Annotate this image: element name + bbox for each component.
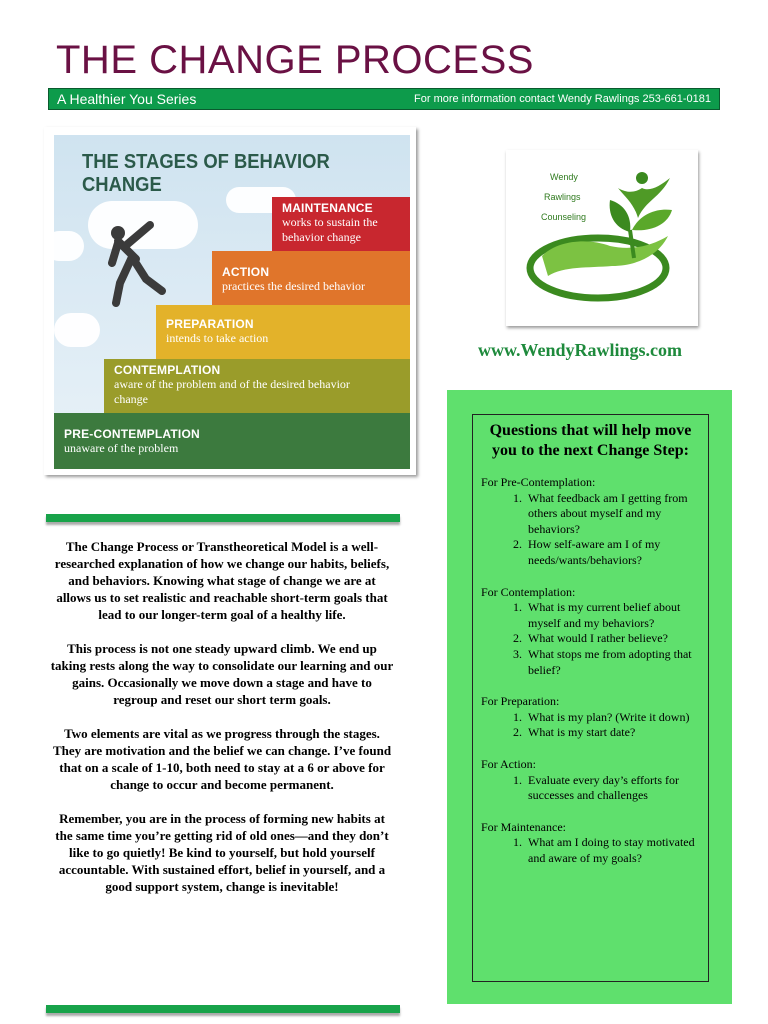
series-name: A Healthier You Series [57, 91, 197, 107]
question-item: 1. What feedback am I getting from others about myself and my behaviors? [525, 491, 700, 538]
stage-description: intends to take action [166, 331, 269, 345]
stage-contemplation [104, 359, 410, 413]
website-link[interactable]: www.WendyRawlings.com [478, 340, 683, 360]
question-item: 2. What is my start date? [525, 725, 700, 741]
question-group [481, 757, 700, 804]
question-item: 1. What is my current belief about myself and my behaviors? [525, 600, 700, 631]
stage-action [212, 251, 410, 305]
question-item: 2. How self-aware am I of my needs/wants/behaviors? [525, 537, 700, 568]
question-item: 3. What stops me from adopting that belief? [525, 647, 700, 678]
stage-description: unaware of the problem [64, 441, 179, 455]
question-item: 1. What am I doing to stay motivated and aware of my goals? [525, 835, 700, 866]
question-item: 1. What is my plan? (Write it down) [525, 710, 700, 726]
question-group-heading: For Pre-Contemplation: [481, 475, 596, 489]
logo [506, 150, 698, 326]
cloud-shape [54, 231, 84, 261]
question-group [481, 694, 700, 741]
stage-description: practices the desired behavior [222, 279, 365, 293]
body-paragraph: Remember, you are in the process of forming new habits at the same time you’re getting rid of old ones—and they don’t like to go quietly! Be kind to yourself, but hold yourself accountable. With sustained effort, belief in yourself, and a good support system, change is inevitable! [55, 811, 389, 894]
question-group-heading: For Action: [481, 756, 537, 771]
page-title: THE CHANGE PROCESS [56, 38, 534, 82]
question-group [481, 585, 700, 679]
question-group [481, 820, 700, 867]
body-paragraph: The Change Process or Transtheoretical Model is a well-researched explanation of how we change our habits, beliefs, and behaviors. Knowing what stage of change we are at allows us to set realistic and reachable short-term goals that lead to our longer-term goal of a healthy life. [54, 539, 390, 622]
logo-text-line2: Rawlings [544, 192, 581, 202]
body-paragraph: This process is not one steady upward climb. We end up taking rests along the way to consolidate our learning and our gains. Occasionally we move down a stage and have to regroup and reset our short term goals. [50, 641, 394, 707]
stage-pre-contemplation [54, 413, 410, 469]
question-group-heading: For Preparation: [481, 694, 560, 709]
stages-heading: THE STAGES OF BEHAVIOR CHANGE [82, 151, 330, 196]
stage-name: MAINTENANCE [282, 201, 373, 215]
stages-graphic [54, 135, 410, 469]
cloud-shape [54, 313, 100, 347]
stage-description: works to sustain the behavior change [282, 215, 378, 244]
question-group-heading: For Maintenance: [481, 819, 566, 834]
logo-text-line3: Counseling [541, 212, 587, 222]
stage-name: CONTEMPLATION [114, 363, 221, 377]
question-item: 1. Evaluate every day’s efforts for successes and challenges [525, 773, 700, 804]
question-group [481, 475, 700, 569]
series-banner [48, 88, 720, 110]
stage-maintenance [272, 197, 410, 251]
question-item: 2. What would I rather believe? [525, 631, 700, 647]
stage-preparation [156, 305, 410, 359]
body-text [50, 538, 394, 912]
climbing-person-icon [102, 219, 172, 309]
stage-description: aware of the problem and of the desired behavior change [114, 377, 350, 406]
stage-name: ACTION [222, 265, 270, 279]
question-group-heading: For Contemplation: [481, 584, 576, 599]
questions-title: Questions that will help move you to the next Change Step: [489, 422, 692, 459]
logo-text-line1: Wendy [550, 172, 578, 182]
stage-name: PREPARATION [166, 317, 254, 331]
body-paragraph: Two elements are vital as we progress through the stages. They are motivation and the belief we can change. I’ve found that on a scale of 1-10, both need to stay at a 6 or above for change to occur and become permanent. [52, 726, 392, 792]
questions-box [472, 414, 709, 982]
contact-info: For more information contact Wendy Rawlings 253-661-0181 [414, 93, 711, 105]
hand-sprout-icon [518, 170, 688, 310]
stage-name: PRE-CONTEMPLATION [64, 427, 200, 441]
divider-top [46, 514, 400, 522]
divider-bottom [46, 1005, 400, 1013]
